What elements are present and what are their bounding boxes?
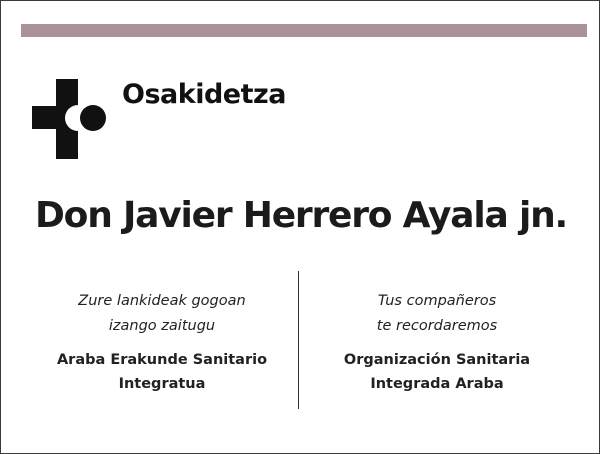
column-divider [298, 271, 299, 409]
basque-column [37, 289, 287, 396]
osakidetza-cross-logo-icon [32, 79, 108, 159]
brand-name: Osakidetza [122, 79, 286, 110]
basque-message-line: Zure lankideak gogoan [78, 293, 246, 309]
spanish-organization [312, 348, 562, 396]
basque-message-line: izango zaitugu [108, 318, 216, 334]
basque-organization-line: Integratua [118, 376, 206, 392]
spanish-organization-line: Organización Sanitaria [343, 352, 531, 368]
spanish-message [312, 289, 562, 339]
spanish-organization-line: Integrada Araba [370, 376, 504, 392]
basque-organization [37, 348, 287, 396]
basque-message [37, 289, 287, 339]
top-color-bar [21, 24, 587, 37]
spanish-message-line: Tus compañeros [377, 293, 497, 309]
deceased-name: Don Javier Herrero Ayala jn. [34, 195, 567, 236]
spanish-message-line: te recordaremos [376, 318, 498, 334]
basque-organization-line: Araba Erakunde Sanitario [56, 352, 268, 368]
spanish-column [312, 289, 562, 396]
